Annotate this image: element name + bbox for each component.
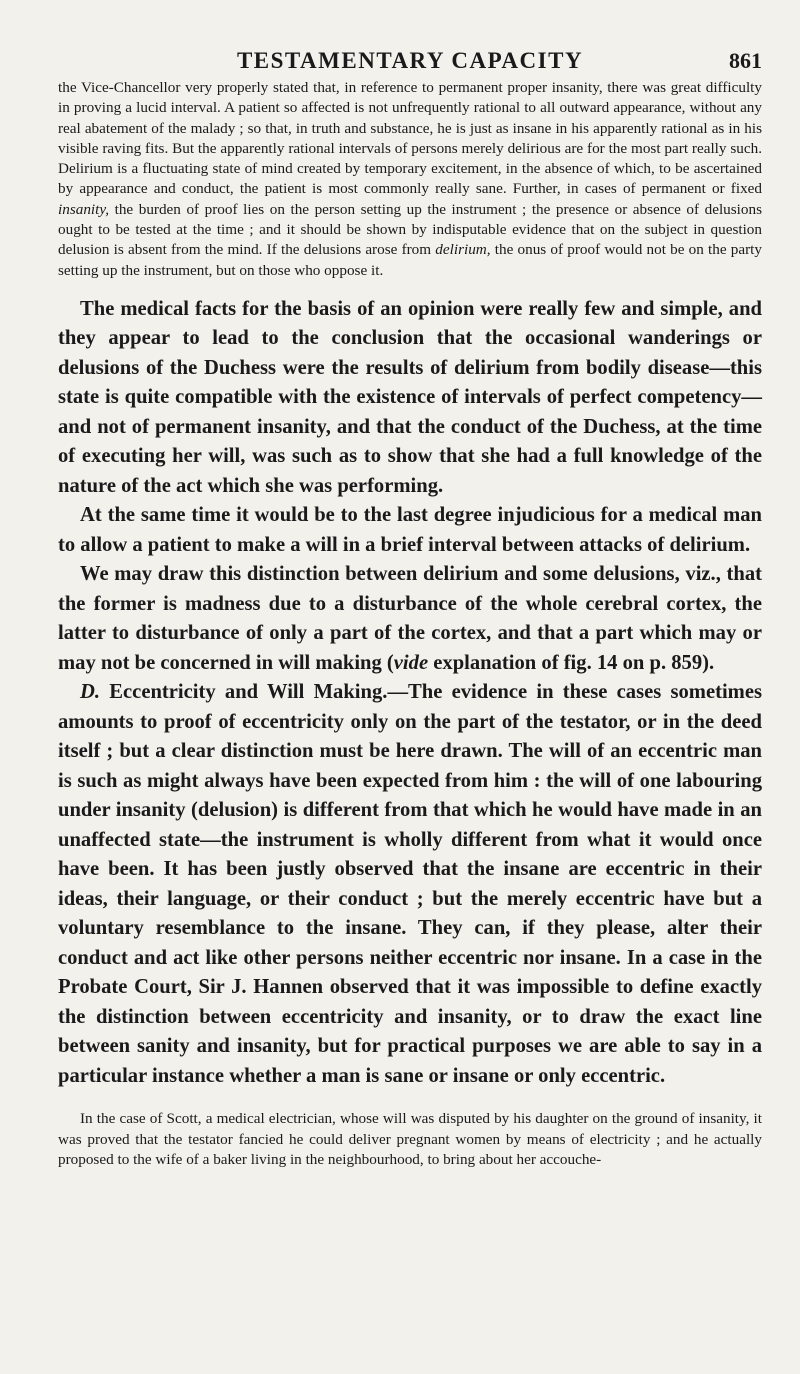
section-label: D. <box>80 681 101 704</box>
body-paragraph-eccentricity <box>58 678 762 1091</box>
quoted-emphasis-delirium: delirium, <box>435 241 491 259</box>
quoted-text-3: the onus of proof would not be on the party setting up the instrument, but on those who oppose it. <box>58 241 763 279</box>
quoted-text-1: the Vice-Chancellor very properly stated that, in reference to permanent proper insanity, there was great difficulty in proving a lucid interval. A patient so affected is not unfrequently rational to all outward appearance, without any real abatement of the malady ; so that, in truth and substance, he is just as insane in his apparently rational as in his visible raving fits. But the apparently rational intervals of persons merely delirious are for the most part really such. Delirium is a fluctuating state of mind created by temporary excitement, in the absence of which, to be ascertained by appearance and conduct, the patient is most commonly really sane. Further, in cases of permanent or fixed <box>58 79 762 198</box>
page-number: 861 <box>729 48 762 73</box>
page-header <box>58 0 762 78</box>
body-paragraph-distinction <box>58 560 762 678</box>
footnote-paragraph-scott: In the case of Scott, a medical electrician, whose will was disputed by his daughter on the ground of insanity, it was proved that the testator fancied he could deliver pregnant women by means of electricity ; and he actually proposed to the wife of a baker living in the neighbourhood, to bring about her accouche- <box>58 1110 762 1169</box>
quoted-emphasis-insanity: insanity, <box>58 200 110 218</box>
running-head: TESTAMENTARY CAPACITY <box>236 48 584 73</box>
body-paragraph-same-time: At the same time it would be to the last degree injudicious for a medical man to allow a patient to make a will in a brief interval between attacks of delirium. <box>58 504 762 556</box>
body-paragraph-medical-facts: The medical facts for the basis of an opinion were really few and simple, and they appear to lead to the conclusion that the occasional wanderings or delusions of the Duchess were the results of delirium from bodily disease—this state is quite compatible with the existence of intervals of perfect competency—and not of permanent insanity, and that the conduct of the Duchess, at the time of executing her will, was such as to show that she had a full knowledge of the nature of the act which she was performing. <box>58 297 762 497</box>
distinction-text-1: We may draw this distinction between delirium and some delusions, viz., that the former is madness due to a disturbance of the whole cerebral cortex, the latter to disturbance of only a part of the cortex, and that a part which may or may not be concerned in will making ( <box>58 563 762 674</box>
distinction-emphasis-vide: vide <box>393 651 429 674</box>
section-heading: Eccentricity and Will Making. <box>109 681 388 704</box>
quoted-paragraph <box>58 78 762 281</box>
quoted-text-2: the burden of proof lies on the person setting up the instrument ; the presence or absence of delusions ought to be tested at the time ; and it should be shown by indisputable evidence that on the subject in question delusion is absent from the mind. If the delusions arose from <box>58 200 762 259</box>
eccentricity-text: —The evidence in these cases sometimes amounts to proof of eccentricity only on the part of the testator, or in the deed itself ; but a clear distinction must be here drawn. The will of an eccentric man is such as might always have been expected from him : the will of one labouring under insanity (delusion) is different from that which he would have made in an unaffected state—the instrument is wholly different from what it would once have been. It has been justly observed that the insane are eccentric in their ideas, their language, or their conduct ; but the merely eccentric have but a voluntary resemblance to the insane. They can, if they please, alter their conduct and act like other persons neither eccentric nor insane. In a case in the Probate Court, Sir J. Hannen observed that it was impossible to define exactly the distinction between eccentricity and insanity, or to draw the exact line between sanity and insanity, but for practical purposes we are able to say in a particular instance whether a man is sane or insane or only eccentric. <box>58 681 762 1087</box>
spacer <box>58 1091 762 1109</box>
spacer <box>58 281 762 295</box>
distinction-text-2: explanation of fig. 14 on p. 859). <box>428 651 715 674</box>
